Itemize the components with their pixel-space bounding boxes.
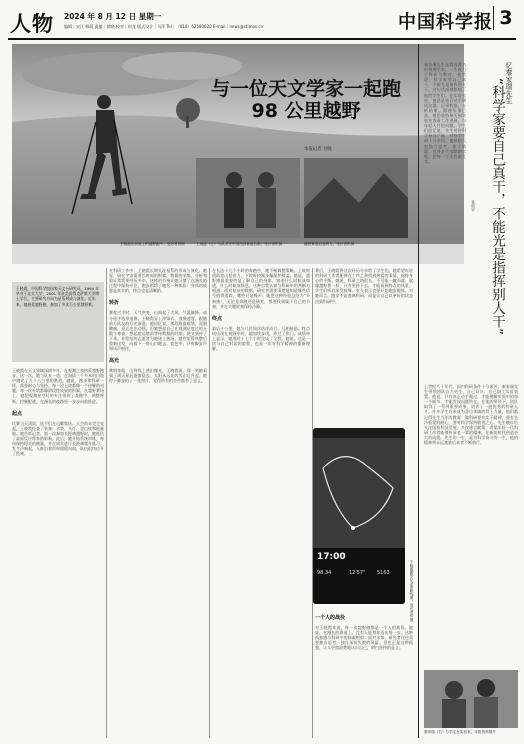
side-photo-caption: 秦家瑞（右）与学生在实验室。本报资料图片	[424, 730, 496, 734]
body-text: 赛后，王晓霞将这次经历分享给了学生们。她希望年轻的科研工作者能够在工作之余找到热爱的事情，保持身心的平衡。她说，科研之路很长，不可能一蹴而就，就像越野赛一样，只有坚持下去，才能看到终点的风景。学生们听后深受鼓舞，有人表示也要开始跑步锻炼。对她而言，跑步不是逃离科研，而是让自己以更好的状态回到科研中。	[315, 268, 413, 304]
article-column-4	[315, 268, 413, 426]
side-column-bottom	[424, 384, 518, 666]
map-caption: 王晓霞跑步记录的路线图。受访者供图	[410, 560, 414, 622]
route-map-screenshot	[313, 428, 405, 604]
side-column-top	[424, 62, 466, 380]
side-photo	[424, 670, 518, 728]
body-text: 黎明来临，山脊线上透出微光。王晓霞说，那一刻她看到了满天星辰逐渐隐去，太阳从远处的雪山后升起。她停下脚步拍了一张照片，觉得所有的辛苦都有了意义。	[109, 368, 207, 384]
stats-distance: 98.34	[317, 570, 332, 576]
body-text: 上世纪八十年代，国内科研条件十分艰苦。秦家瑞先生带领团队自力更生，自己设计、自己加工实验装置。他说，只有真正动手做过，才能理解实验中的每一个细节，才能发现问题所在。在他的带领下，团队取得了一系列重要成果，培养了一批优秀的科研人才。许多学生后来成为各自领域的骨干力量，他们都记得先生当年的教诲：做科研要有实干精神，要有坐冷板凳的耐心，要对科学保持敬畏之心。先生晚年仍关注国家科技发展，多次建言献策，希望年轻一代科研工作者能够传承老一辈的精神，在新的时代创造更大的成就。先生的一生，是为科学奋斗的一生，他的精神将永远激励后来者不断前行。	[424, 384, 518, 446]
hero-caption: 王晓霞在高原上的越野跑中。受访者供图	[120, 242, 185, 246]
stats-pace: 12'57"	[349, 570, 366, 576]
subhead-end: 终点	[212, 315, 223, 322]
intro-box: 王晓霞，中国科学院国家天文台研究员，1994 年毕业于北京大学，2001 年获美国得克萨斯大学博士学位。主要研究方向为星系形成与演化。近年来，她热爱越野跑，参加了多次百公里越野赛。	[12, 282, 104, 362]
two-runners-image	[196, 158, 300, 238]
column-rule	[209, 268, 210, 738]
body-text: 赛程过半时，天气突变，山间起了大风。气温骤降，部分选手选择退赛。王晓霞穿上冲锋衣，放慢速度，跟随前方队友的灯光前进。她回忆说，那段路最难熬，双腿酸痛，意志也在动摇。但她想起自己在观测站度过的无数个寒夜，想起望远镜前等待数据的时刻，便又坚持了下来。补给站的志愿者为她递上热汤，她在短暂休整后重新出发，向着下一座山口跑去。夜色中，只有脚步声和风声相伴。	[109, 310, 207, 352]
hero-photo	[12, 44, 464, 264]
side-kicker: 忆秦家瑞先生	[505, 62, 513, 104]
body-text: 对王晓霞来说，每一次越野跑都是一个人的战役。她说，在漫长的赛道上，没有人能替你迈出每一步。这种孤独感与科研中的探索相似：面对未知，研究者往往需要独自思考，独自承担失败的风险。但也正是这种孤独，让人更加清楚地认识自己，明白坚持的意义。	[315, 625, 413, 651]
article-column-5	[315, 608, 413, 738]
section-name: 人物	[10, 12, 54, 36]
inset1-caption: 王晓霞（左）与队友在中国西部赛道合影。受访者供图	[196, 242, 283, 246]
side-headline: “科学家要自己真干，不能光是指挥别人干”	[489, 78, 505, 335]
route-map-image	[313, 428, 405, 604]
article-column-3	[212, 268, 310, 738]
body-text: 王晓霞在天文领域深耕多年，在观测之余热爱越野跑步。这一次，她与队友一道，在海拔三千多米的山地中跑完了九十八公里的赛道。她说，跑步和科研一样，需要耐心与坚持。每一段上坡都像一个待解的问题，每一次补给都像阶段性成果的积累。在越野赛场上，她把观测星空时的专注带到了奔跑中，调整呼吸，控制配速，在漫长的夜路里一步步向前推进。	[12, 368, 104, 404]
stats-elevation: 5163	[377, 570, 390, 576]
body-text: 在科研工作中，王晓霞长期关注星系的形成与演化。她说，研究宇宙需要长时间的积累，数据的采集、分析和验证常常要经历多年。这样的节奏让她习惯了在漫长的过程中保持专注。跑步则给了她另一种体验：身体的疲惫是真实的，终点也是清晰的。	[109, 268, 207, 294]
issue-date: 2024 年 8 月 12 日 星期一	[64, 12, 162, 21]
article-column-2	[109, 268, 207, 738]
side-author: 张贵平	[471, 200, 476, 212]
body-text: 比赛当天清晨，选手们在山脚集结。天空尚未完全亮起，王晓霞检查了装备：水袋、头灯、登山杖和能量胶。她告诉记者，第一次参加长距离越野时，她低估了高原反应带来的影响。此后，她开始系统训练，每周保持稳定的跑量，并在周末进行长距离爬升练习。发令声响起，人群沿着草甸缓缓向前，队伍很快拉开了距离。	[12, 420, 104, 457]
article-column-1	[12, 368, 104, 738]
main-headline: 与一位天文学家一起跑 98 公里越野	[210, 78, 401, 122]
subhead-start: 起点	[12, 410, 23, 417]
stats-time: 17:00	[317, 552, 346, 562]
inset2-caption: 越野赛道沿途风光。受访者供图	[304, 242, 355, 246]
column-rule	[106, 268, 107, 738]
subhead-high: 高光	[109, 358, 120, 365]
subhead-turn: 转折	[109, 300, 120, 307]
mountain-trail-image	[304, 158, 408, 238]
body-text: 秦家瑞先生是我国著名的物理学家，一生致力于科研与教育。他常说，科学家要自己真干，不能光是指挥别人干。这句话深刻影响了他的学生们。在实验室里，他总是亲自动手调试仪器，记录数据，分析结果。即便年事已高，他仍坚持每天到实验室查看工作进展，与年轻人讨论问题。学生们回忆说，先生对待科学极其严谨，对待学生却十分亲切。他鼓励大家独立思考，敢于质疑，也要求大家脚踏实地，把每一个实验做扎实。	[424, 62, 466, 164]
body-text: 最后十公里，她与几位同伴结伴而行，互相鼓励。终点线出现在视野中时，她加快步伐，冲过了拱门。成绩单上显示，她用时十七个小时完成了全程。她说，这是一次与自己对话的旅程，也是一次对科学精神的重新理解。	[212, 325, 310, 352]
byline: 本报记者 甘晓	[304, 147, 332, 152]
page-number: 3	[493, 6, 518, 30]
portrait-image	[424, 670, 518, 728]
inset-photo-landscape	[304, 158, 408, 238]
header-rule	[8, 38, 516, 40]
page-header	[0, 0, 524, 40]
editor-contacts: 编辑｜宋江 韩琨 责编｜徐晓 校对｜何龙 版式设计｜马萍 Tel｜（010）62580620 E-mail｜news@stimes.cn	[64, 24, 264, 29]
inset-photo-duo	[196, 158, 300, 238]
masthead: 中国科学报	[398, 12, 493, 33]
subhead-solo: 一个人的战役	[315, 615, 346, 621]
side-divider	[418, 44, 419, 738]
body-text: 在长达十几个小时的奔跑中，她不断调整策略。上坡时借助登山杖省力，下坡时控制步幅保护膝盖。她说，越野跑最重要的是了解自己的身体，知道什么时候该加速，什么时候该休息。这种自我认知与科研中的判断力相通：面对复杂的数据，研究者需要清楚地知道哪些信号值得追踪，哪些只是噪声。她把这种经验总结为“节奏感”，无论是奔跑还是研究，都要找到属于自己的节奏，并在关键时刻保持冷静。	[212, 268, 310, 309]
